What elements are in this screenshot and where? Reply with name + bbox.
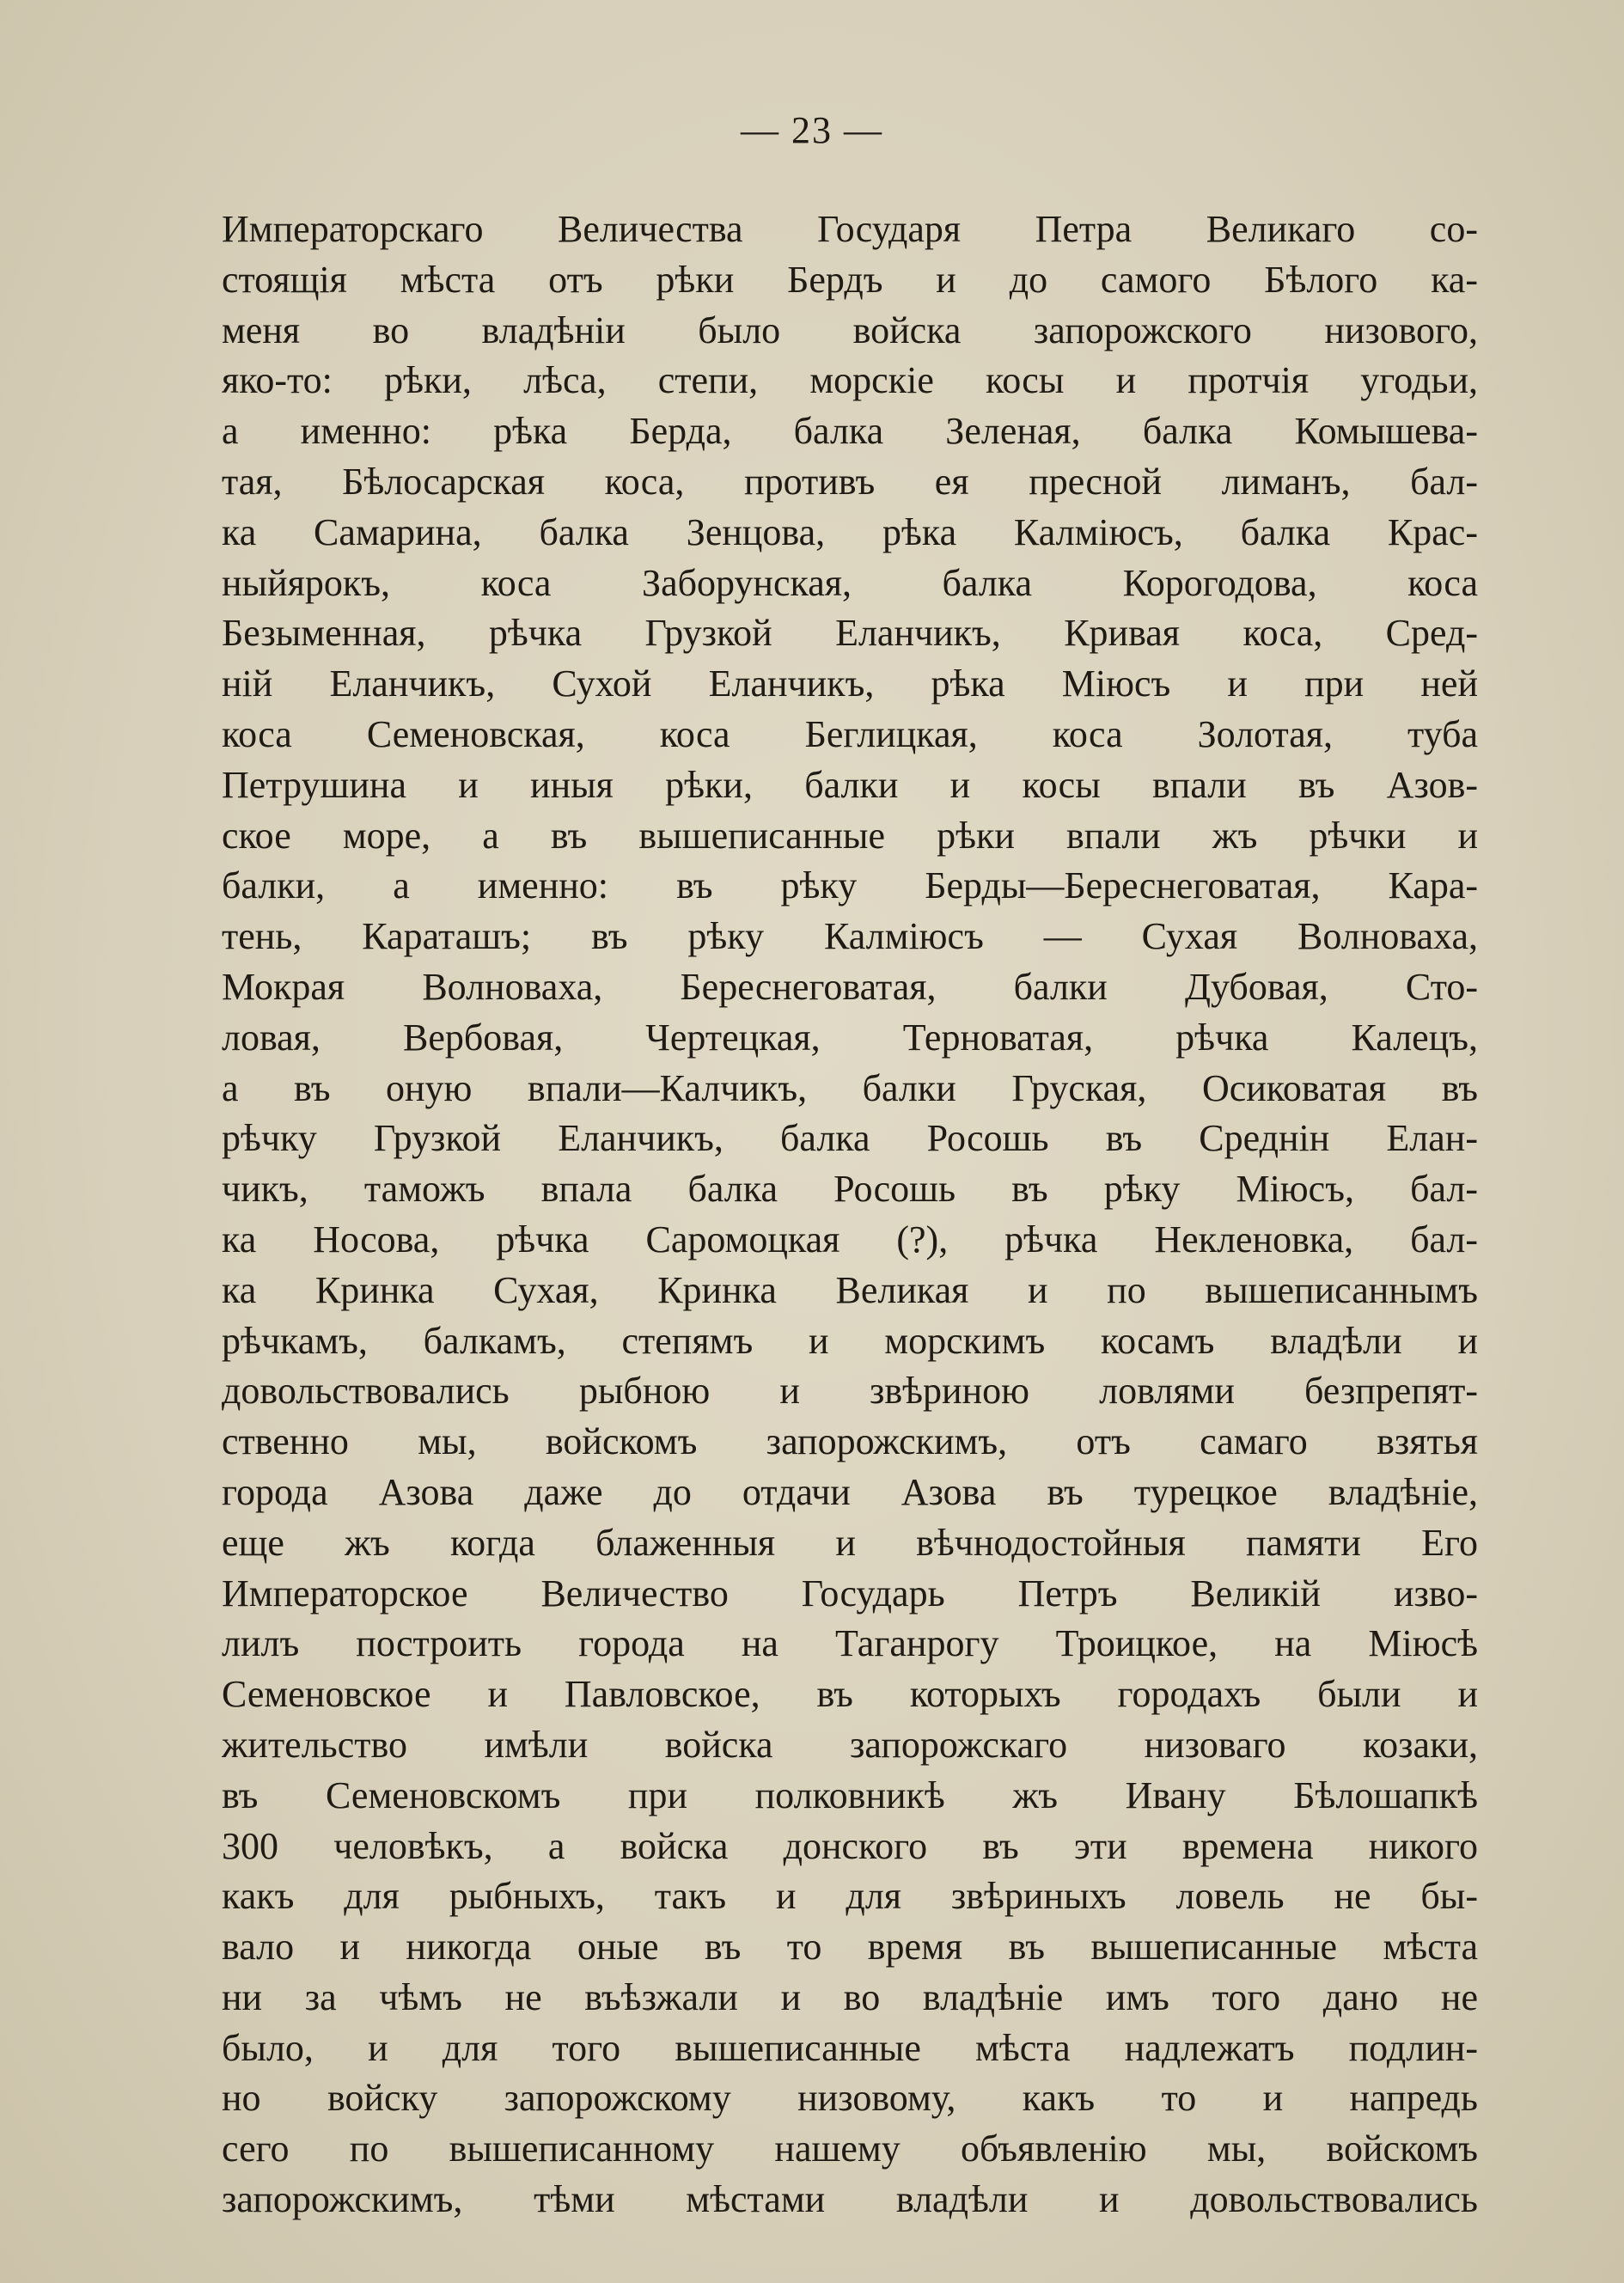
text-line: въ Семеновскомъ при полковникѣ жъ Ивану Бѣлошапкѣ <box>222 1773 1478 1816</box>
text-line: лилъ построить города на Таганрогу Троицкое, на Міюсѣ <box>222 1622 1478 1665</box>
text-line: какъ для рыбныхъ, такъ и для звѣриныхъ ловель не бы- <box>222 1875 1478 1918</box>
text-line: ка Кринка Сухая, Кринка Великая и по вышеписаннымъ <box>222 1268 1478 1311</box>
text-line: ній Еланчикъ, Сухой Еланчикъ, рѣка Міюсъ и при ней <box>222 662 1478 705</box>
text-line: а именно: рѣка Берда, балка Зеленая, балка Комышева- <box>222 410 1478 453</box>
text-line: рѣчкамъ, балкамъ, степямъ и морскимъ косамъ владѣли и <box>222 1319 1478 1362</box>
text-line: Безыменная, рѣчка Грузкой Еланчикъ, Кривая коса, Сред- <box>222 612 1478 655</box>
text-line: сего по вышеписанному нашему объявленію мы, войскомъ <box>222 2127 1478 2170</box>
text-line: ка Носова, рѣчка Саромоцкая (?), рѣчка Некленовка, бал- <box>222 1218 1478 1261</box>
text-line: балки, а именно: въ рѣку Берды—Береснеговатая, Кара- <box>222 864 1478 907</box>
text-line: запорожскимъ, тѣми мѣстами владѣли и довольствовались <box>222 2178 1478 2221</box>
text-line: Семеновское и Павловское, въ которыхъ городахъ были и <box>222 1673 1478 1716</box>
text-line: но войску запорожскому низовому, какъ то и напредь <box>222 2077 1478 2120</box>
text-line: рѣчку Грузкой Еланчикъ, балка Росошь въ Среднін Елан- <box>222 1117 1478 1160</box>
text-line: ственно мы, войскомъ запорожскимъ, отъ самаго взятья <box>222 1420 1478 1463</box>
text-line: города Азова даже до отдачи Азова въ турецкое владѣніе, <box>222 1470 1478 1513</box>
text-line: Петрушина и иныя рѣки, балки и косы впали въ Азов- <box>222 763 1478 806</box>
text-line: ныйярокъ, коса Заборунская, балка Корогодова, коса <box>222 561 1478 604</box>
text-line: коса Семеновская, коса Беглицкая, коса Золотая, туба <box>222 712 1478 755</box>
text-line: Императорскаго Величества Государя Петра Великаго со- <box>222 208 1478 250</box>
text-line: чикъ, таможъ впала балка Росошь въ рѣку Міюсъ, бал- <box>222 1168 1478 1211</box>
text-line: было, и для того вышеписанные мѣста надлежатъ подлин- <box>222 2026 1478 2069</box>
text-line: Императорское Величество Государь Петръ Великій изво- <box>222 1572 1478 1615</box>
page-text <box>222 204 1478 2225</box>
text-line: стоящія мѣста отъ рѣки Бердъ и до самого Бѣлого ка- <box>222 258 1478 301</box>
text-line: а въ оную впали—Калчикъ, балки Груская, Осиковатая въ <box>222 1066 1478 1109</box>
text-line: яко-то: рѣки, лѣса, степи, морскіе косы и протчія угодьи, <box>222 359 1478 402</box>
text-line: довольствовались рыбною и звѣриною ловлями безпрепят- <box>222 1370 1478 1413</box>
text-line: жительство имѣли войска запорожскаго низоваго козаки, <box>222 1723 1478 1766</box>
text-line: ка Самарина, балка Зенцова, рѣка Калміюсъ, балка Крас- <box>222 510 1478 553</box>
text-line: Мокрая Волноваха, Береснеговатая, балки Дубовая, Сто- <box>222 965 1478 1008</box>
text-line: ни за чѣмъ не въѣзжали и во владѣніе имъ того дано не <box>222 1975 1478 2018</box>
text-line: еще жъ когда блаженныя и вѣчнодостойныя памяти Его <box>222 1521 1478 1564</box>
text-line: ловая, Вербовая, Чертецкая, Терноватая, рѣчка Калецъ, <box>222 1016 1478 1059</box>
text-line: меня во владѣніи было войска запорожского низового, <box>222 308 1478 351</box>
text-line: 300 человѣкъ, а войска донского въ эти времена никого <box>222 1824 1478 1867</box>
text-line: вало и никогда оные въ то время въ вышеписанные мѣста <box>222 1926 1478 1969</box>
page-number: — 23 — <box>741 109 883 151</box>
text-line: тая, Бѣлосарская коса, противъ ея пресной лиманъ, бал- <box>222 460 1478 503</box>
text-line: тень, Караташъ; въ рѣку Калміюсъ — Сухая Волноваха, <box>222 915 1478 958</box>
text-line: ское море, а въ вышеписанные рѣки впали жъ рѣчки и <box>222 814 1478 857</box>
